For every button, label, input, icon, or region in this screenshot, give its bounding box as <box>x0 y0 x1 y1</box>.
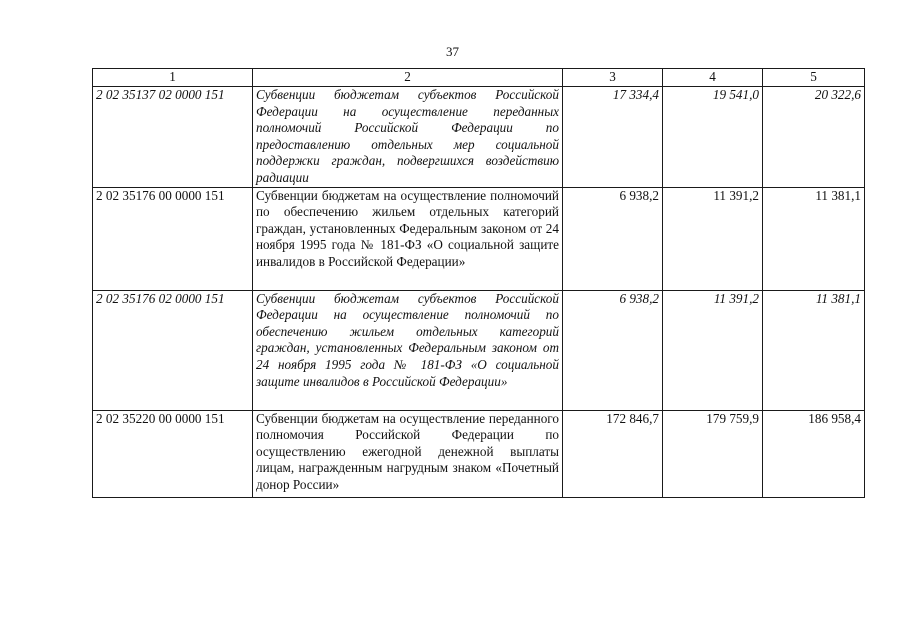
value-col-3: 172 846,7 <box>563 410 663 497</box>
table-row <box>93 187 865 290</box>
value-col-4: 11 391,2 <box>663 187 763 290</box>
value-col-4: 179 759,9 <box>663 410 763 497</box>
budget-code: 2 02 35137 02 0000 151 <box>93 87 253 188</box>
row-description: Субвенции бюджетам на осуществление полномочий по обеспечению жильем отдельных категорий граждан, установленных Федеральным законом от 24 ноября 1995 года № 181-ФЗ «О социальной защите инвалидов в Российской Федерации» <box>253 187 563 290</box>
header-col-1: 1 <box>93 69 253 87</box>
budget-code: 2 02 35176 00 0000 151 <box>93 187 253 290</box>
value-col-3: 6 938,2 <box>563 187 663 290</box>
value-col-3: 17 334,4 <box>563 87 663 188</box>
table-row <box>93 290 865 410</box>
table-row <box>93 410 865 497</box>
row-description: Субвенции бюджетам субъектов Российской Федерации на осуществление переданных полномочий Российской Федерации по предоставлению отдельных мер социальной поддержки граждан, подвергшихся воздействию радиации <box>253 87 563 188</box>
value-col-5: 186 958,4 <box>763 410 865 497</box>
budget-code: 2 02 35176 02 0000 151 <box>93 290 253 410</box>
row-description: Субвенции бюджетам субъектов Российской Федерации на осуществление полномочий по обеспечению жильем отдельных категорий граждан, установленных Федеральным законом от 24 ноября 1995 года № 181-ФЗ «О социальной защите инвалидов в Российской Федерации» <box>253 290 563 410</box>
value-col-3: 6 938,2 <box>563 290 663 410</box>
header-col-4: 4 <box>663 69 763 87</box>
header-col-2: 2 <box>253 69 563 87</box>
budget-table <box>92 68 865 498</box>
table-header-row <box>93 69 865 87</box>
value-col-4: 11 391,2 <box>663 290 763 410</box>
table-row <box>93 87 865 188</box>
value-col-5: 11 381,1 <box>763 187 865 290</box>
value-col-5: 11 381,1 <box>763 290 865 410</box>
budget-code: 2 02 35220 00 0000 151 <box>93 410 253 497</box>
value-col-4: 19 541,0 <box>663 87 763 188</box>
header-col-3: 3 <box>563 69 663 87</box>
value-col-5: 20 322,6 <box>763 87 865 188</box>
header-col-5: 5 <box>763 69 865 87</box>
page-number: 37 <box>446 44 459 59</box>
row-description: Субвенции бюджетам на осуществление переданного полномочия Российской Федерации по осуществлению ежегодной денежной выплаты лицам, награжденным нагрудным знаком «Почетный донор России» <box>253 410 563 497</box>
